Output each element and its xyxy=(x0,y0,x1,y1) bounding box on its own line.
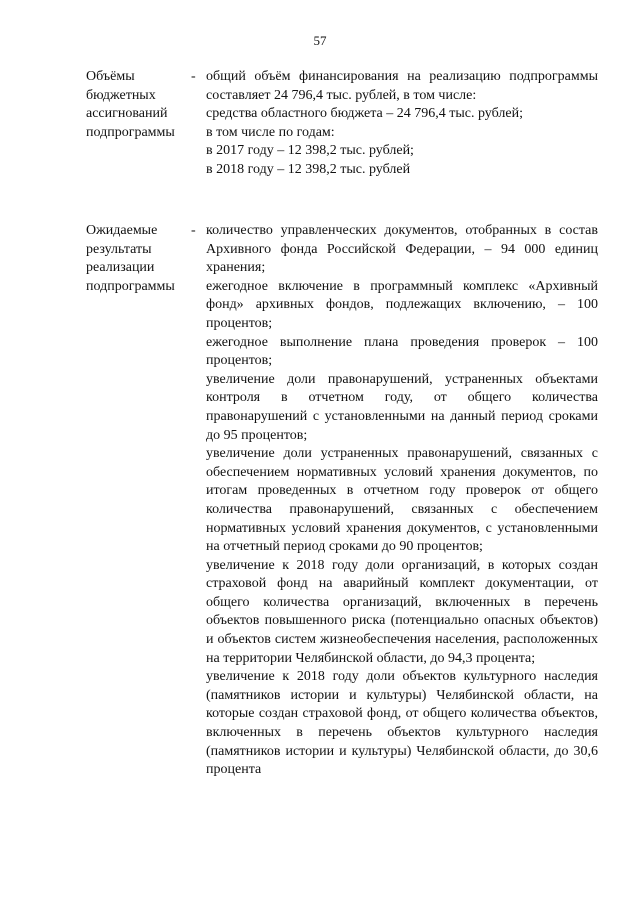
paragraph: общий объём финансирования на реализацию подпрограммы составляет 24 796,4 тыс. рублей, в том числе: xyxy=(206,69,598,103)
paragraph: увеличение доли устраненных правонарушений, связанных с обеспечением нормативных условий хранения документов, по итогам проведенных в отчетном году проверок от общего количества правонарушений, связанных с обеспечением нормативных условий хранения документов, с установленными на отчетный период сроками до 90 процентов; xyxy=(206,446,598,555)
page-number: 57 xyxy=(313,33,327,48)
paragraph: в 2018 году – 12 398,2 тыс. рублей xyxy=(206,161,411,177)
paragraph: ежегодное выполнение плана проведения проверок – 100 процентов; xyxy=(206,334,598,369)
paragraph: количество управленческих документов, отобранных в состав Архивного фонда Российской Федерации, – 94 000 единиц хранения; xyxy=(206,223,598,276)
separator-dash: - xyxy=(191,69,196,84)
separator-dash: - xyxy=(191,223,196,238)
paragraph: увеличение доли правонарушений, устраненных объектами контроля в отчетном году, от общего количества правонарушений с установленными на данный период сроками до 95 процентов; xyxy=(206,371,598,443)
label-line: подпрограммы xyxy=(86,124,175,140)
label-line: бюджетных xyxy=(86,87,156,103)
section-content xyxy=(206,222,598,780)
label-line: реализации xyxy=(86,260,155,276)
paragraph: ежегодное включение в программный комплекс «Архивный фонд» архивных фондов, подлежащих включению, – 100 процентов; xyxy=(206,278,598,331)
label-line: Объёмы xyxy=(86,69,135,84)
paragraph: увеличение к 2018 году доли организаций, в которых создан страховой фонд на аварийный комплект документации, от общего количества организаций, включенных в перечень объектов повышенного риска (потенциально опасных объектов) и объектов систем жизнеобеспечения населения, расположенных на территории Челябинской области, до 94,3 процента; xyxy=(206,557,598,666)
paragraph: в том числе по годам: xyxy=(206,124,335,140)
label-line: подпрограммы xyxy=(86,278,175,294)
label-line: Ожидаемые xyxy=(86,223,158,238)
label-line: результаты xyxy=(86,241,152,257)
section-label xyxy=(86,222,196,296)
paragraph: увеличение к 2018 году доли объектов культурного наследия (памятников истории и культуры) Челябинской области, на которые создан страховой фонд, от общего количества объектов, включенных в перечень объектов культурного наследия (памятников истории и культуры) Челябинской области, до 30,6 процента xyxy=(206,669,598,778)
section-label xyxy=(86,68,196,142)
paragraph: в 2017 году – 12 398,2 тыс. рублей; xyxy=(206,143,414,159)
label-line: ассигнований xyxy=(86,106,168,122)
section-content xyxy=(206,68,598,180)
paragraph: средства областного бюджета – 24 796,4 тыс. рублей; xyxy=(206,106,523,122)
